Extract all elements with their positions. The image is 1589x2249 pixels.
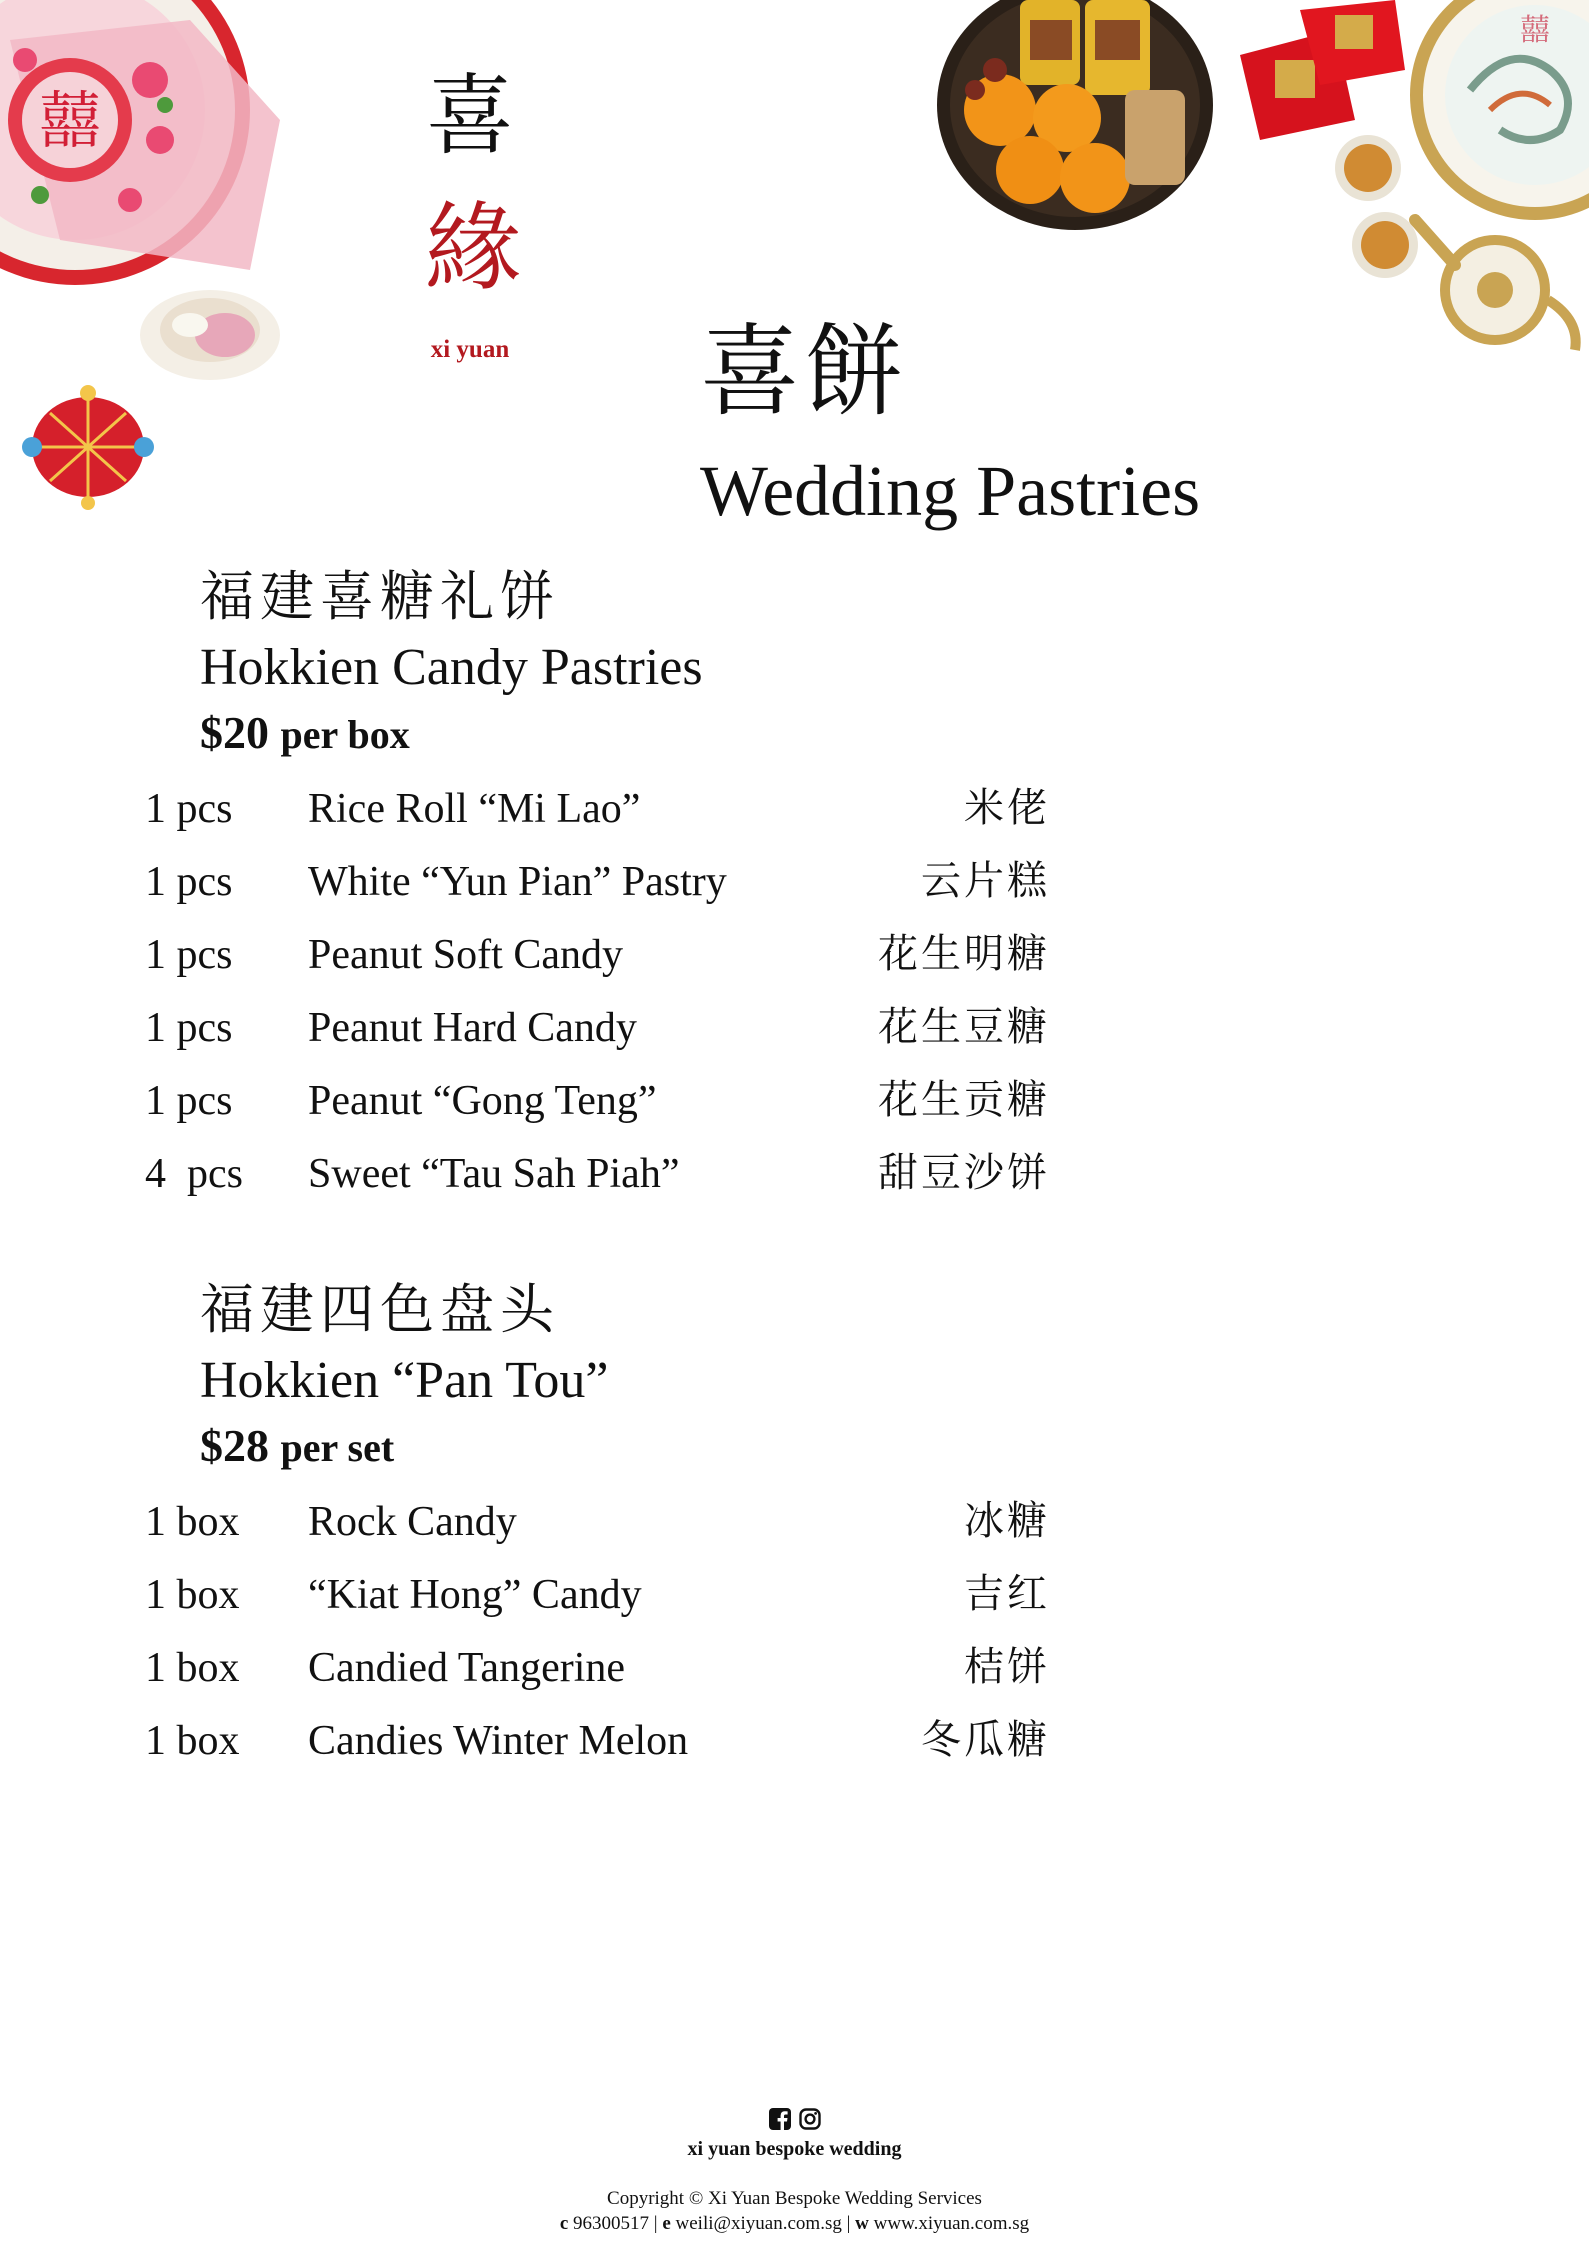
price-amount: $28 bbox=[200, 1420, 269, 1471]
item-name-chinese: 桔饼 bbox=[964, 1644, 1050, 1690]
list-item bbox=[145, 1004, 1050, 1067]
item-quantity: 1 pcs bbox=[145, 932, 233, 978]
email-label: e bbox=[662, 2213, 671, 2234]
item-name-chinese: 甜豆沙饼 bbox=[878, 1150, 1050, 1196]
item-name: Peanut Soft Candy bbox=[308, 932, 623, 978]
list-item bbox=[145, 931, 1050, 994]
item-name: Rock Candy bbox=[308, 1499, 517, 1545]
item-name-chinese: 花生明糖 bbox=[878, 931, 1050, 977]
website-label: w bbox=[855, 2213, 869, 2234]
footer-copyright: Copyright © Xi Yuan Bespoke Wedding Services bbox=[607, 2188, 982, 2209]
item-quantity: 1 pcs bbox=[145, 1005, 233, 1051]
item-quantity: 1 pcs bbox=[145, 859, 233, 905]
price-unit: per set bbox=[280, 1425, 395, 1470]
phone-label: c bbox=[559, 2213, 569, 2234]
logo-character-top: 喜 bbox=[425, 64, 514, 167]
item-name-chinese: 冬瓜糖 bbox=[921, 1717, 1050, 1763]
list-item bbox=[145, 1150, 1050, 1213]
svg-text:囍: 囍 bbox=[38, 84, 102, 157]
item-name-chinese: 冰糖 bbox=[964, 1498, 1050, 1544]
item-name: White “Yun Pian” Pastry bbox=[308, 859, 727, 905]
facebook-icon[interactable] bbox=[769, 2108, 791, 2130]
website-link[interactable]: www.xiyuan.com.sg bbox=[873, 2213, 1030, 2234]
item-quantity: 4 pcs bbox=[145, 1151, 243, 1197]
list-item bbox=[145, 858, 1050, 921]
double-happiness-tray-image bbox=[0, 0, 300, 310]
item-name: Peanut Hard Candy bbox=[308, 1005, 637, 1051]
page-title: Wedding Pastries bbox=[700, 451, 1201, 531]
item-quantity: 1 pcs bbox=[145, 1078, 233, 1124]
item-quantity: 1 pcs bbox=[145, 786, 233, 832]
item-quantity: 1 box bbox=[145, 1572, 240, 1618]
price-unit: per box bbox=[280, 712, 410, 757]
footer-brand: xi yuan bespoke wedding bbox=[687, 2138, 902, 2160]
section-price bbox=[200, 1420, 395, 1471]
tea-set-image bbox=[1320, 0, 1589, 360]
item-name-chinese: 吉红 bbox=[964, 1571, 1050, 1617]
list-item bbox=[145, 1498, 1050, 1561]
list-item bbox=[145, 1717, 1050, 1780]
item-quantity: 1 box bbox=[145, 1645, 240, 1691]
footer-contact bbox=[0, 2213, 1589, 2235]
item-name: Candied Tangerine bbox=[308, 1645, 626, 1691]
item-name: Candies Winter Melon bbox=[308, 1718, 689, 1764]
red-ball-ornament-image bbox=[18, 385, 158, 510]
item-name: Sweet “Tau Sah Piah” bbox=[308, 1151, 680, 1197]
email-link[interactable]: weili@xiyuan.com.sg bbox=[675, 2213, 842, 2234]
list-item bbox=[145, 1077, 1050, 1140]
section-title-chinese: 福建四色盘头 bbox=[200, 1278, 560, 1341]
logo-character-bottom: 緣 bbox=[425, 192, 521, 304]
section-price bbox=[200, 707, 410, 758]
logo-text: xi yuan bbox=[430, 336, 510, 363]
separator: | bbox=[846, 2213, 851, 2234]
glass-cup-image bbox=[130, 280, 290, 390]
item-quantity: 1 box bbox=[145, 1499, 240, 1545]
item-name-chinese: 米佬 bbox=[964, 785, 1050, 831]
item-name: “Kiat Hong” Candy bbox=[308, 1572, 642, 1618]
list-item bbox=[145, 1571, 1050, 1634]
list-item bbox=[145, 785, 1050, 848]
item-name: Peanut “Gong Teng” bbox=[308, 1078, 657, 1124]
item-name-chinese: 云片糕 bbox=[921, 858, 1050, 904]
svg-text:囍: 囍 bbox=[1520, 13, 1550, 48]
item-name-chinese: 花生贡糖 bbox=[878, 1077, 1050, 1123]
section-title-chinese: 福建喜糖礼饼 bbox=[200, 565, 560, 628]
phone-number[interactable]: 96300517 bbox=[573, 2213, 650, 2234]
fruit-tray-image bbox=[935, 0, 1225, 230]
instagram-icon[interactable] bbox=[799, 2108, 821, 2130]
list-item bbox=[145, 1644, 1050, 1707]
social-icons bbox=[0, 2108, 1589, 2130]
section-title: Hokkien “Pan Tou” bbox=[200, 1352, 609, 1409]
page-title-chinese: 喜餅 bbox=[700, 313, 908, 430]
item-quantity: 1 box bbox=[145, 1718, 240, 1764]
separator: | bbox=[653, 2213, 658, 2234]
item-name: Rice Roll “Mi Lao” bbox=[308, 786, 641, 832]
item-name-chinese: 花生豆糖 bbox=[878, 1004, 1050, 1050]
section-title: Hokkien Candy Pastries bbox=[200, 639, 703, 696]
price-amount: $20 bbox=[200, 707, 269, 758]
